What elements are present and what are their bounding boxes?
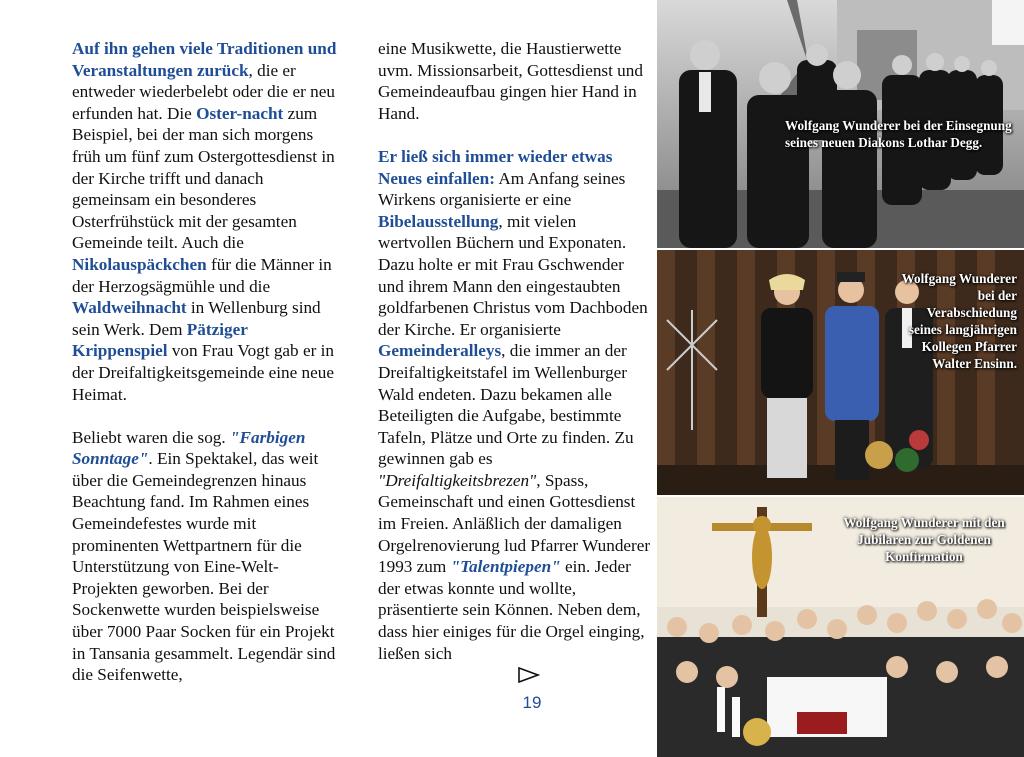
text: , mit vielen wertvollen Büchern und Exponaten. Dazu holte er mit Frau Gschwender und ihrem Mann den eingestaubten goldfarbenen Christus vom Dachboden der Kirche. Er organisierte bbox=[378, 211, 648, 339]
text-column-left bbox=[72, 38, 344, 686]
page-number: 19 bbox=[522, 693, 542, 712]
photo-confirmation bbox=[657, 497, 1024, 757]
text: , Spass, Gemeinschaft und einen Gottesdienst im Freien. Anläßlich der damaligen Orgelrenovierung lud Pfarrer Wunderer 1993 zum bbox=[378, 470, 651, 577]
text: Beliebt waren die sog. bbox=[72, 427, 230, 447]
photo-farewell bbox=[657, 250, 1024, 495]
text: , die immer an der Dreifaltigkeitstafel im Wellenburger Wald endeten. Dazu bekamen alle Beteiligten die Aufgabe, bestimmte Tafeln, Plätze und Orte zu finden. Zu gewinnen gab es bbox=[378, 341, 634, 469]
heading-traditions: Auf ihn gehen viele Traditionen und Veranstaltungen zurück bbox=[72, 39, 337, 80]
text: ein. Jeder der etwas konnte und wollte, präsentierte sein Können. Neben dem, dass hier einiges für die Orgel einging, ließen sich bbox=[378, 557, 645, 663]
paragraph-wetten: eine Musikwette, die Haustierwette uvm. Missionsarbeit, Gottesdienst und Gemeindeaufbau gingen hier Hand in Hand. bbox=[378, 39, 643, 123]
text: für die Männer in der Herzogsägmühle und die bbox=[72, 254, 332, 296]
term-farbigen-sonntage: "Farbigen Sonntage" bbox=[72, 427, 306, 469]
photo-procession bbox=[657, 0, 1024, 248]
term-talentpiepen: "Talentpiepen" bbox=[450, 557, 561, 577]
heading-neues: Er ließ sich immer wieder etwas Neues einfallen: bbox=[378, 146, 613, 188]
text: , die er entweder wiederbelebt oder die er neu erfunden hat. Die bbox=[72, 60, 335, 123]
caption-photo3: Wolfgang Wunderer mit den Jubilaren zur Goldenen Konfirmation bbox=[843, 515, 1005, 564]
term-bibelausstellung: Bibelausstellung bbox=[378, 211, 499, 231]
paragraph-farbige-sonntage bbox=[72, 427, 344, 686]
paragraph-traditions bbox=[72, 38, 344, 405]
term-krippenspiel: Pätziger Krippenspiel bbox=[72, 319, 248, 361]
text-column-right bbox=[378, 38, 653, 664]
text: zum Beispiel, bei der man sich morgens früh um fünf zum Ostergottesdienst in der Kirche trifft und danach gemeinsam ein besonderes Osterfrühstück mit der gesamten Gemeinde teilt. Auch die bbox=[72, 103, 335, 253]
text: in Wellenburg sind sein Werk. Dem bbox=[72, 298, 321, 339]
text: . Ein Spektakel, das weit über die Gemeindegrenzen hinaus Beachtung fand. Im Rahmen eines Gemeindefestes wurde mit prominenten Wettpartnern für die Unterstützung von Eine-Welt-Projekten geworben. Bei der Sockenwette wurden beispielsweise über 7000 Paar Socken für ein Projekt in Tansania gesammelt. Legendär sind die Seifenwette, bbox=[72, 449, 336, 685]
continue-arrow-icon bbox=[518, 667, 540, 683]
paragraph-neues bbox=[378, 146, 653, 664]
term-nikolauspaeckchen: Nikolauspäckchen bbox=[72, 254, 207, 274]
caption-photo1: Wolfgang Wunderer bei der Einsegnung seines neuen Diakons Lothar Degg. bbox=[785, 118, 1012, 150]
term-dreifaltigkeitsbrezen: "Dreifaltigkeitsbrezen" bbox=[378, 470, 537, 490]
term-gemeinderalleys: Gemeinderalleys bbox=[378, 341, 502, 361]
text: von Frau Vogt gab er in der Dreifaltigkeitsgemeinde eine neue Heimat. bbox=[72, 341, 334, 404]
term-waldweihnacht: Waldweihnacht bbox=[72, 298, 187, 318]
term-osternacht: Oster-nacht bbox=[196, 103, 284, 123]
caption-photo2: Wolfgang Wunderer bei der Verabschiedung seines langjährigen Kollegen Pfarrer Walter Ensinn. bbox=[901, 271, 1017, 371]
text: Am Anfang seines Wirkens organisierte er eine bbox=[378, 168, 626, 210]
photo-column bbox=[657, 0, 1024, 757]
